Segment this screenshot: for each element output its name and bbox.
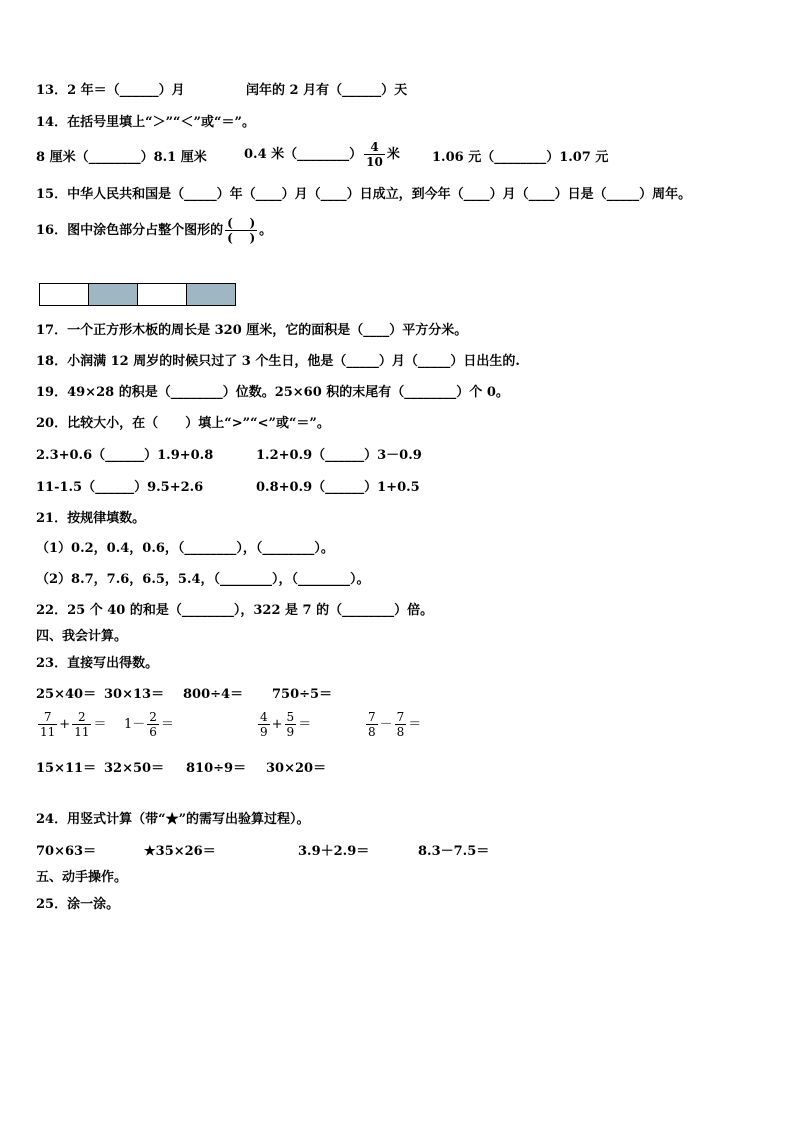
expr-prefix: 1－: [124, 716, 146, 732]
q13-part-a: 13．2 年＝（______）月: [36, 83, 185, 98]
fraction: [395, 710, 407, 739]
operator: +: [271, 716, 283, 732]
figure-cell-unshaded: [40, 284, 89, 305]
q24-item-3: 3.9＋2.9＝: [298, 844, 370, 859]
operator: +: [59, 716, 71, 732]
q14-title: 14．在括号里填上“＞”“＜”或“＝”。: [36, 115, 255, 130]
q20-r2a: 11-1.5（______）9.5+2.6: [36, 480, 204, 495]
figure-cell-shaded: [187, 284, 235, 305]
fraction-denominator: 9: [286, 725, 295, 739]
fraction-numerator: 7: [368, 710, 376, 724]
equals-sign: ＝: [298, 716, 312, 732]
equals-sign: ＝: [160, 716, 174, 732]
q24-item-4: 8.3－7.5＝: [418, 844, 490, 859]
q23-fraction-expr-1: [36, 710, 106, 739]
fraction-numerator: 7: [43, 710, 52, 724]
q23-r1-1: 25×40＝: [36, 687, 97, 702]
q24-title: 24．用竖式计算（带“★”的需写出验算过程）。: [36, 812, 310, 827]
equals-sign: ＝: [93, 716, 107, 732]
fraction: [72, 710, 91, 739]
q16-question: [36, 216, 272, 245]
q23-fraction-expr-4: [364, 710, 421, 739]
q14-item-b-unit: 米: [386, 146, 400, 162]
fraction: [38, 710, 57, 739]
q25-title: 25．涂一涂。: [36, 897, 120, 912]
fraction: [366, 710, 378, 739]
q23-title: 23．直接写出得数。: [36, 656, 159, 671]
q18-text: 18．小润满 12 周岁的时候只过了 3 个生日，他是（_____）月（_____）日出生的.: [36, 354, 520, 369]
fraction-numerator: 2: [78, 710, 86, 724]
q21-title: 21．按规律填数。: [36, 511, 146, 526]
fraction-denominator: 9: [260, 725, 268, 739]
q21-sub1: （1）0.2，0.4，0.6，（________），（________）。: [36, 541, 334, 556]
q24-item-2: ★35×26＝: [144, 844, 216, 859]
q16-text: 16．图中涂色部分占整个图形的: [36, 222, 224, 238]
q23-fraction-expr-2: [124, 710, 174, 739]
fraction-denominator: 8: [368, 725, 376, 739]
section-five-heading: 五、动手操作。: [36, 870, 128, 885]
fraction-denominator: 8: [396, 725, 405, 739]
fraction: [258, 710, 270, 739]
q23-r1-2: 30×13＝: [104, 687, 165, 702]
q19-text: 19．49×28 的积是（________）位数。25×60 积的末尾有（________）个 0。: [36, 385, 509, 400]
figure-cell-shaded: [89, 284, 138, 305]
fraction-denominator: 10: [366, 155, 383, 169]
section-four-heading: 四、我会计算。: [36, 629, 128, 644]
q21-sub2: （2）8.7，7.6，6.5，5.4，（________），（________）。: [36, 572, 370, 587]
fraction-denominator: ( ): [227, 231, 256, 245]
q20-r1b: 1.2+0.9（______）3－0.9: [256, 448, 422, 463]
q16-end: 。: [259, 222, 273, 238]
fraction-denominator: 11: [40, 725, 56, 739]
fraction-numerator: 7: [396, 710, 405, 724]
fraction: [147, 710, 159, 739]
q14-fraction: [364, 140, 385, 169]
fraction-numerator: 5: [286, 710, 295, 724]
q20-title: 20．比较大小，在（ ）填上“>”“<”或“＝”。: [36, 416, 330, 431]
q13-part-b: 闰年的 2 月有（______）天: [246, 83, 408, 98]
q14-item-b-text: 0.4 米（________）: [244, 146, 363, 162]
q23-r3-4: 30×20＝: [266, 761, 327, 776]
q20-r2b: 0.8+0.9（______）1+0.5: [256, 480, 420, 495]
fraction-denominator: 11: [74, 725, 90, 739]
q22-text: 22．25 个 40 的和是（________），322 是 7 的（________）倍。: [36, 603, 434, 618]
fraction: [285, 710, 297, 739]
q14-item-b: [244, 140, 400, 169]
q23-fraction-expr-3: [256, 710, 311, 739]
q14-item-a: 8 厘米（________）8.1 厘米: [36, 150, 207, 165]
q24-item-1: 70×63＝: [36, 844, 97, 859]
q14-item-c: 1.06 元（________）1.07 元: [432, 150, 609, 165]
fraction-numerator: 2: [149, 710, 157, 724]
q23-r1-4: 750÷5＝: [272, 687, 333, 702]
q23-r3-2: 32×50＝: [104, 761, 165, 776]
q23-r1-3: 800÷4＝: [183, 687, 244, 702]
q23-r3-3: 810÷9＝: [186, 761, 247, 776]
q16-fraction: [225, 216, 257, 245]
q23-r3-1: 15×11＝: [36, 761, 97, 776]
operator: －: [379, 716, 393, 732]
fraction-numerator: 4: [260, 710, 268, 724]
fraction-denominator: 6: [149, 725, 157, 739]
fraction-numerator: ( ): [227, 216, 256, 230]
q15-text: 15．中华人民共和国是（_____）年（____）月（____）日成立，到今年（____）月（____）日是（_____）周年。: [36, 187, 692, 202]
figure-cell-unshaded: [138, 284, 187, 305]
fraction-numerator: 4: [370, 140, 379, 154]
q20-r1a: 2.3+0.6（______）1.9+0.8: [36, 448, 214, 463]
q16-shaded-figure: [39, 283, 236, 306]
equals-sign: ＝: [408, 716, 422, 732]
q17-text: 17．一个正方形木板的周长是 320 厘米，它的面积是（____）平方分米。: [36, 323, 468, 338]
